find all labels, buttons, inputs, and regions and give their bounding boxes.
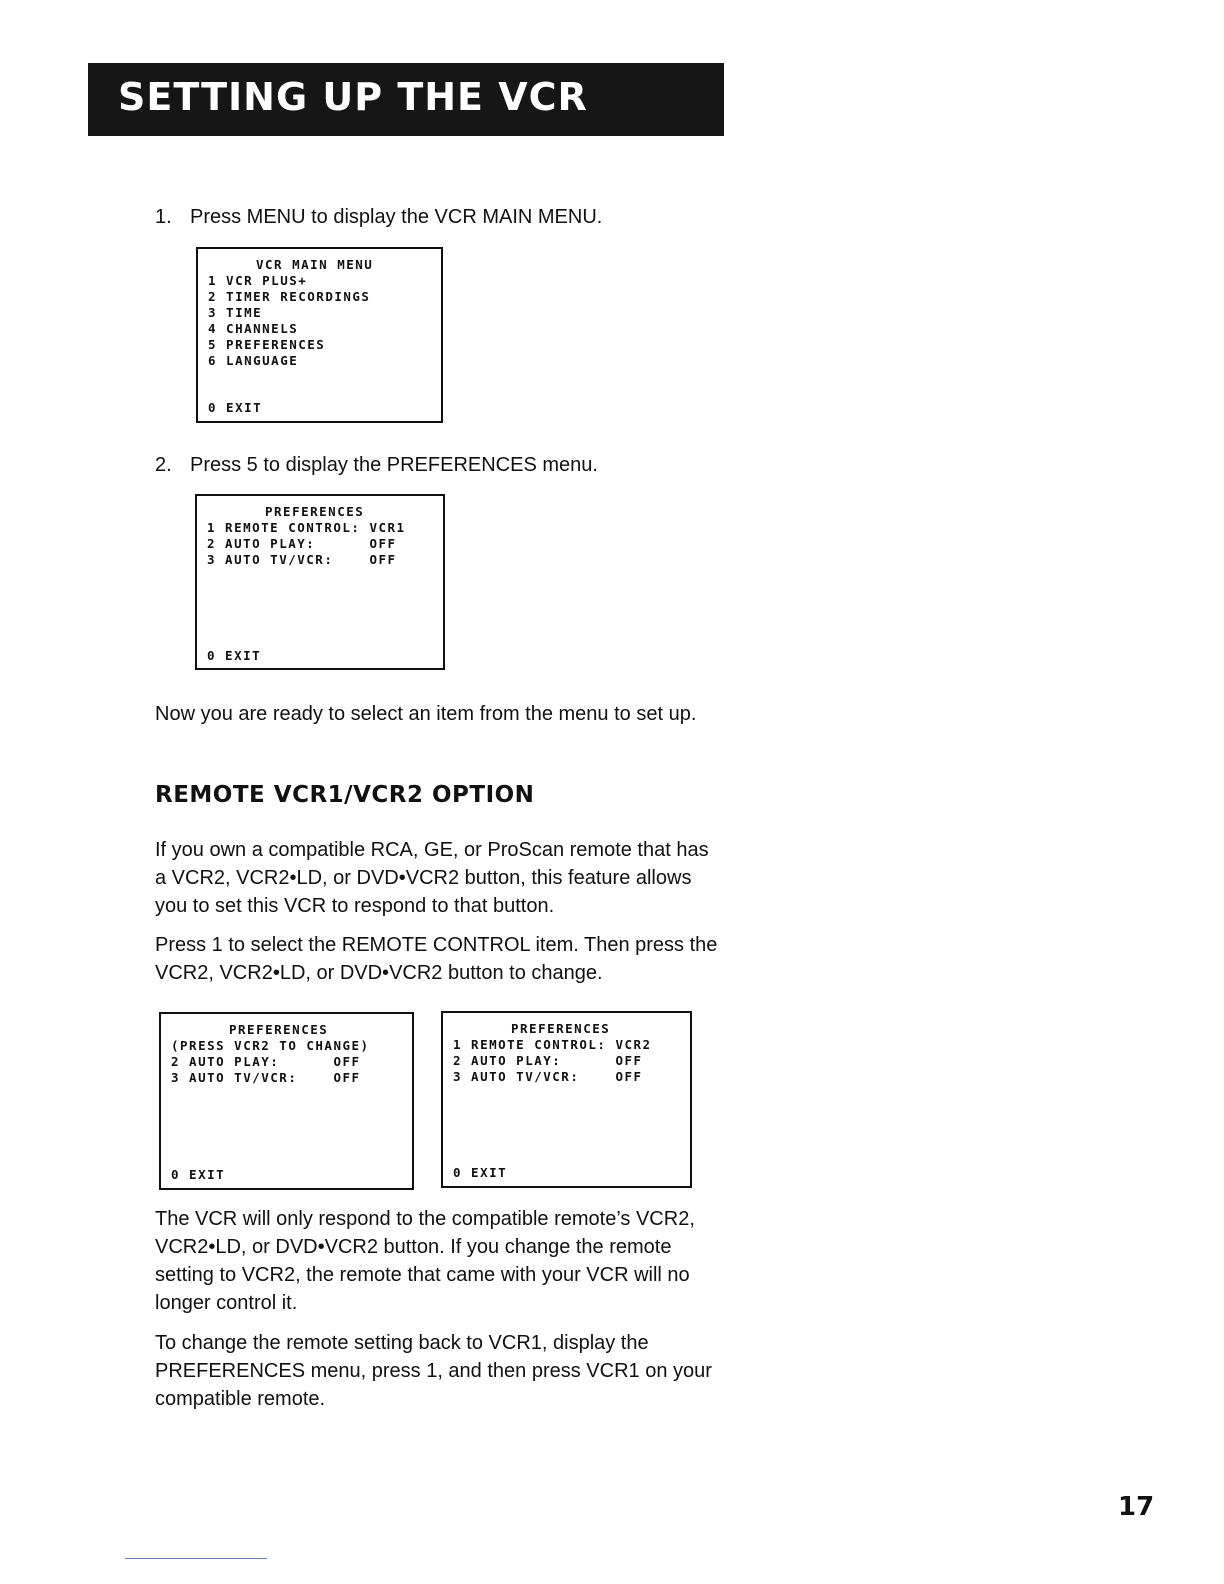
text-line: PREFERENCES menu, press 1, and then press VCR1 on your (155, 1360, 712, 1382)
menu-exit: 0 EXIT (207, 648, 262, 663)
text-line: VCR2, VCR2•LD, or DVD•VCR2 button to change. (155, 962, 603, 984)
vcr-main-menu-screen (196, 247, 443, 423)
menu-item: 2 AUTO PLAY: OFF (207, 536, 397, 551)
text-line: Press 1 to select the REMOTE CONTROL item. Then press the (155, 934, 718, 956)
menu-item: 2 TIMER RECORDINGS (208, 289, 371, 304)
text-line: VCR2•LD, or DVD•VCR2 button. If you change the remote (155, 1236, 672, 1258)
section-paragraph-2 (155, 931, 717, 987)
preferences-screen (195, 494, 445, 670)
section-paragraph-1 (155, 836, 709, 920)
ready-text: Now you are ready to select an item from the menu to set up. (155, 703, 697, 725)
chapter-header-bar (88, 63, 724, 136)
step-number: 2. (155, 454, 172, 476)
preferences-vcr2-screen (441, 1011, 692, 1188)
menu-item: 2 AUTO PLAY: OFF (171, 1054, 361, 1069)
step-number: 1. (155, 206, 172, 228)
text-line: To change the remote setting back to VCR1, display the (155, 1332, 649, 1354)
menu-item: 3 AUTO TV/VCR: OFF (453, 1069, 643, 1084)
menu-item: 1 VCR PLUS+ (208, 273, 308, 288)
menu-item: 5 PREFERENCES (208, 337, 326, 352)
text-line: compatible remote. (155, 1388, 326, 1410)
screen-title: PREFERENCES (511, 1021, 611, 1036)
menu-item: 4 CHANNELS (208, 321, 299, 336)
menu-item: 6 LANGUAGE (208, 353, 299, 368)
step-1 (155, 206, 602, 229)
menu-exit: 0 EXIT (453, 1165, 508, 1180)
step-text: Press MENU to display the VCR MAIN MENU. (190, 206, 603, 228)
menu-exit: 0 EXIT (171, 1167, 226, 1182)
menu-item: (PRESS VCR2 TO CHANGE) (171, 1038, 370, 1053)
text-line: longer control it. (155, 1292, 298, 1314)
menu-item: 1 REMOTE CONTROL: VCR2 (453, 1037, 652, 1052)
text-line: setting to VCR2, the remote that came with your VCR will no (155, 1264, 690, 1286)
closing-paragraph-1 (155, 1205, 695, 1317)
step-text: Press 5 to display the PREFERENCES menu. (190, 454, 598, 476)
screen-title: VCR MAIN MENU (256, 257, 374, 272)
menu-item: 3 TIME (208, 305, 263, 320)
chapter-title: SETTING UP THE VCR (118, 75, 588, 119)
text-line: If you own a compatible RCA, GE, or ProScan remote that has (155, 839, 709, 861)
footer-rule (125, 1558, 267, 1559)
screen-title: PREFERENCES (265, 504, 365, 519)
menu-item: 3 AUTO TV/VCR: OFF (171, 1070, 361, 1085)
menu-item: 3 AUTO TV/VCR: OFF (207, 552, 397, 567)
text-line: a VCR2, VCR2•LD, or DVD•VCR2 button, this feature allows (155, 867, 692, 889)
menu-item: 1 REMOTE CONTROL: VCR1 (207, 520, 406, 535)
screen-title: PREFERENCES (229, 1022, 329, 1037)
preferences-change-screen (159, 1012, 414, 1190)
closing-paragraph-2 (155, 1329, 712, 1413)
step-2 (155, 454, 598, 477)
section-heading: REMOTE VCR1/VCR2 OPTION (155, 782, 535, 808)
text-line: you to set this VCR to respond to that button. (155, 895, 555, 917)
menu-item: 2 AUTO PLAY: OFF (453, 1053, 643, 1068)
menu-exit: 0 EXIT (208, 400, 263, 415)
text-line: The VCR will only respond to the compatible remote’s VCR2, (155, 1208, 695, 1230)
page-number: 17 (1118, 1492, 1155, 1522)
